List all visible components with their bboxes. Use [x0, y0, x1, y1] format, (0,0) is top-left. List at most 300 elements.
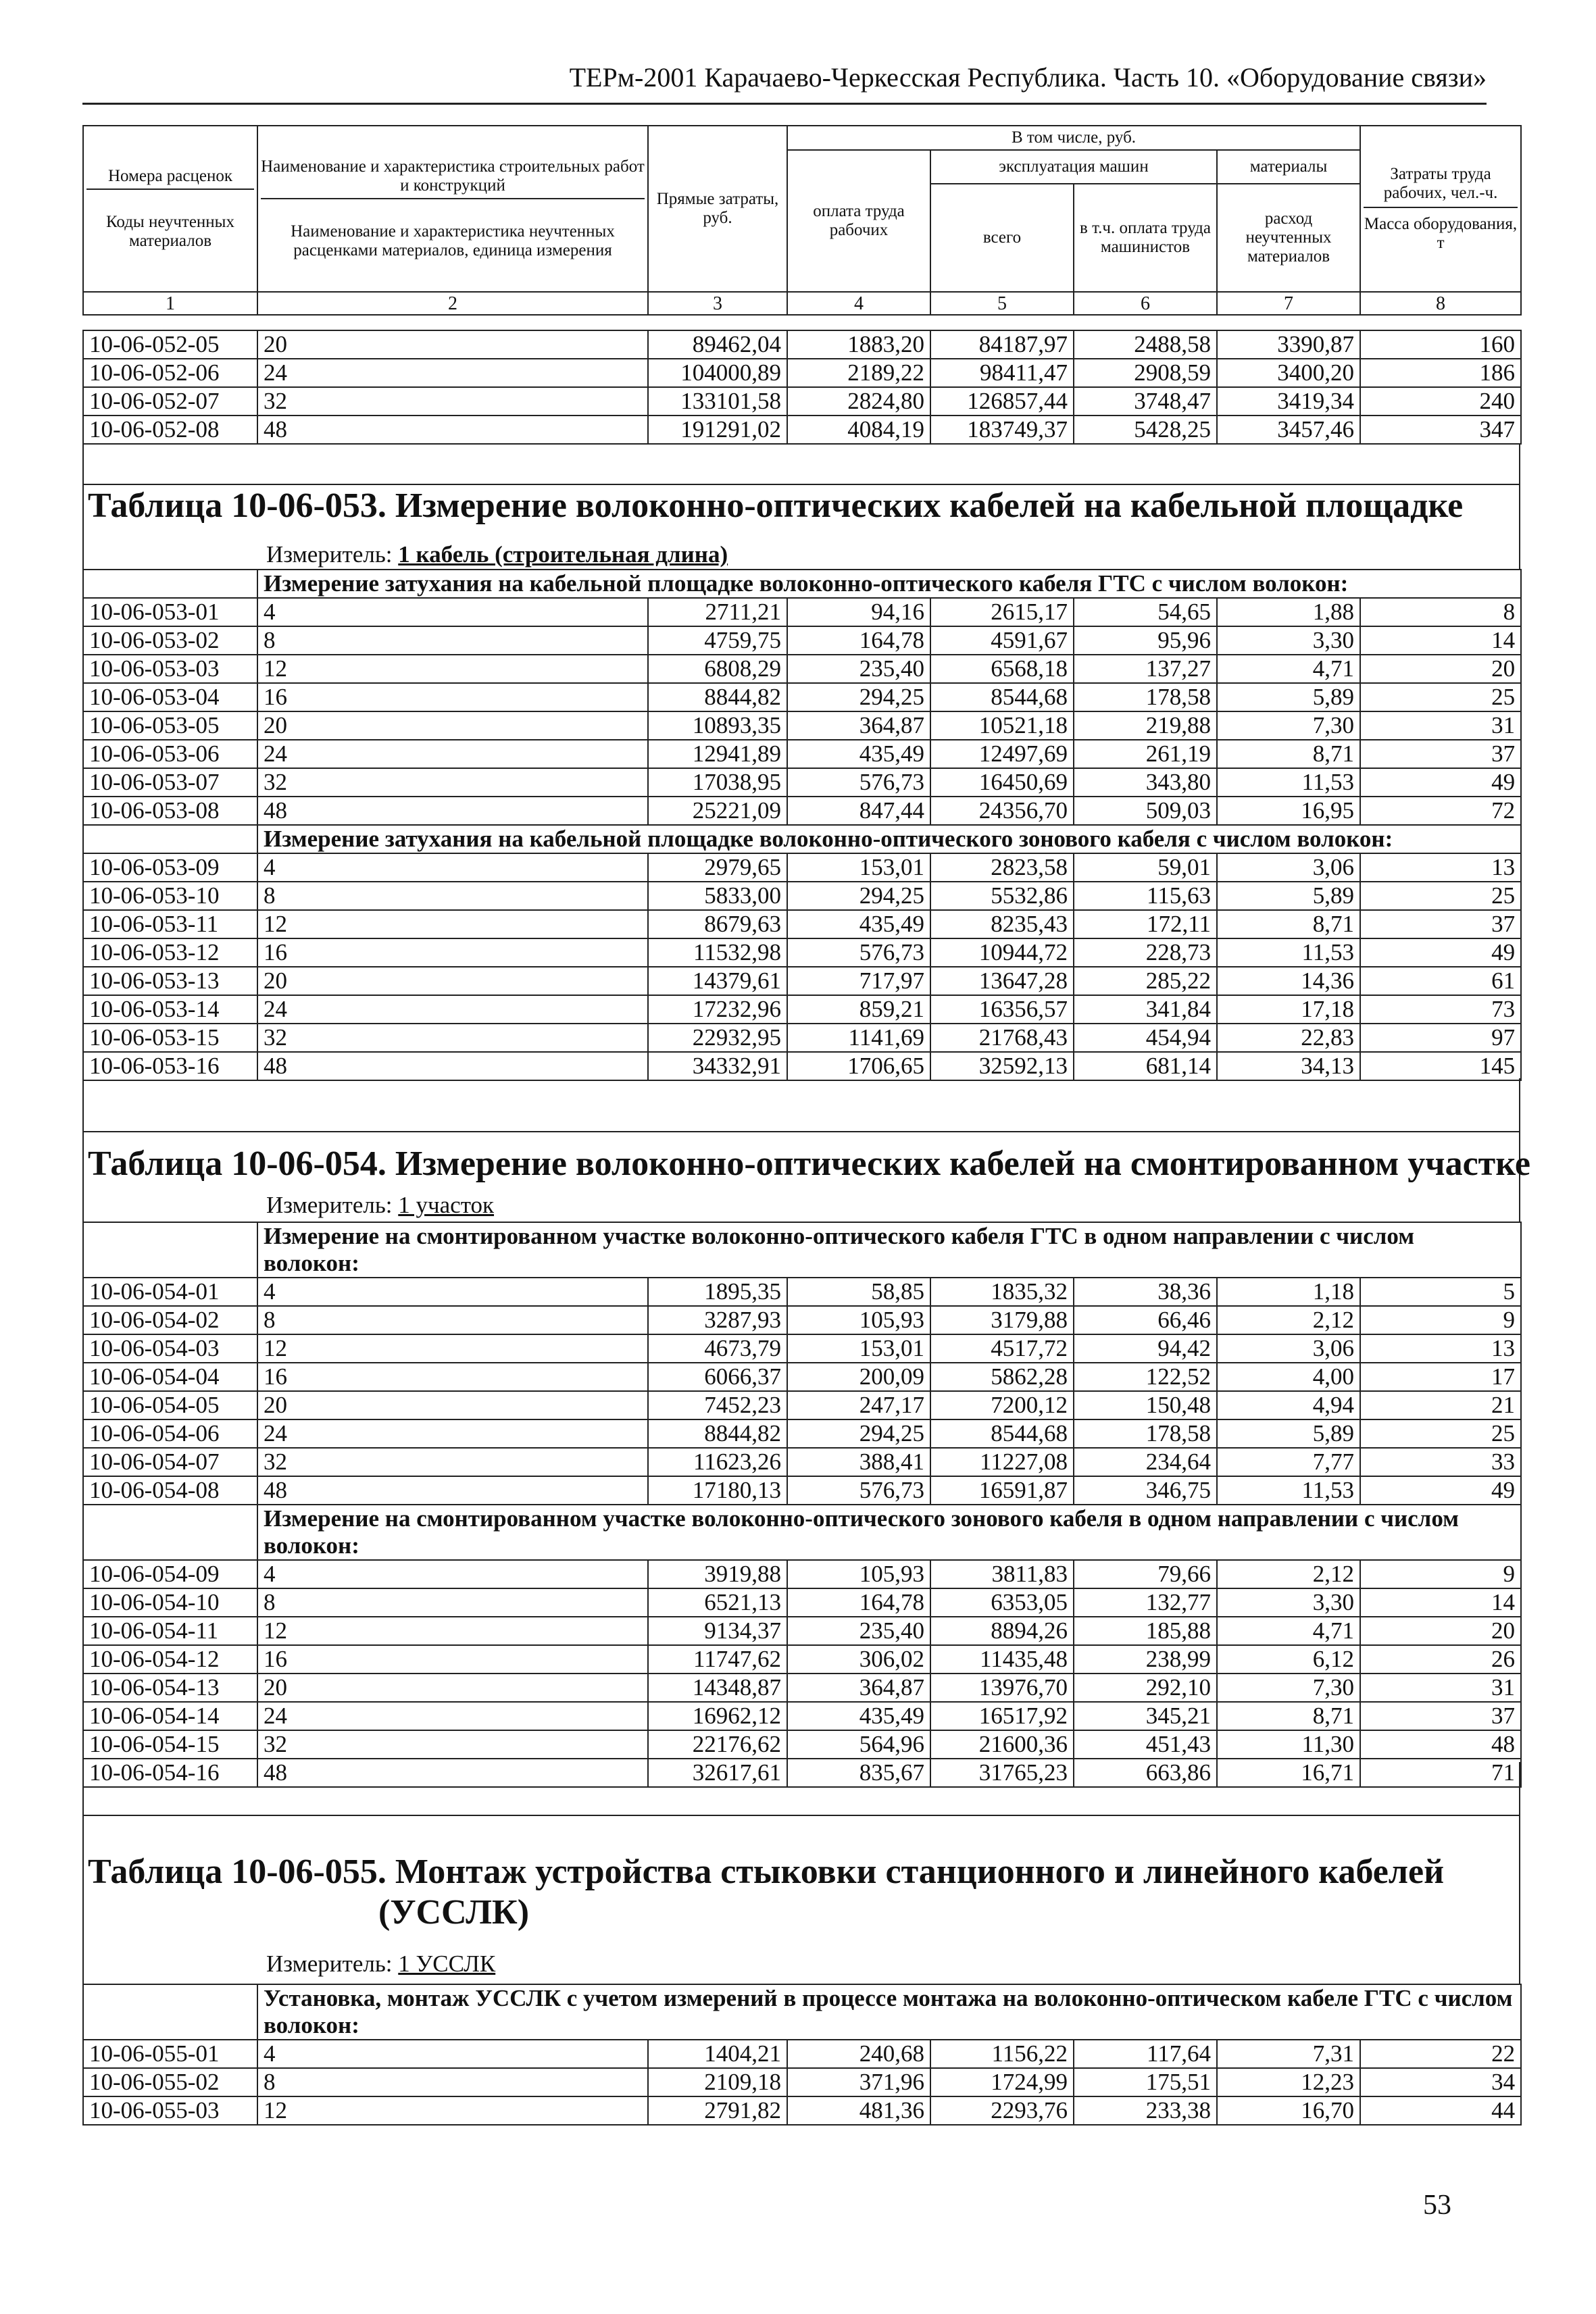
cell-fibers: 24: [257, 359, 648, 387]
cell-materials: 11,53: [1217, 768, 1360, 797]
cell-machines-total: 21768,43: [930, 1024, 1074, 1052]
cell-materials: 5,89: [1217, 882, 1360, 910]
cell-labor-pay: 1706,65: [787, 1052, 930, 1080]
cell-machines-total: 16517,92: [930, 1702, 1074, 1730]
cell-fibers: 12: [257, 1617, 648, 1645]
col-num-4: 4: [787, 292, 930, 315]
cell-labor-hours: 33: [1360, 1448, 1521, 1476]
machines-total-header: всего: [930, 184, 1074, 292]
cell-fibers: 48: [257, 797, 648, 825]
table-053-title: Таблица 10-06-053. Измерение волоконно-оптических кабелей на кабельной площадке: [88, 486, 1464, 525]
cell-materials: 7,30: [1217, 711, 1360, 740]
col-num-6: 6: [1074, 292, 1217, 315]
cell-labor-pay: 200,09: [787, 1363, 930, 1391]
cell-labor-pay: 1141,69: [787, 1024, 930, 1052]
labor-cost-header: Затраты труда рабочих, чел.-ч.: [1364, 165, 1518, 208]
cell-fibers: 8: [257, 882, 648, 910]
cell-fibers: 32: [257, 1448, 648, 1476]
cell-machines-total: 13647,28: [930, 967, 1074, 995]
cell-fibers: 32: [257, 387, 648, 416]
table-054-meter: [82, 1189, 1520, 1223]
cell-machinists-pay: 219,88: [1074, 711, 1217, 740]
codes-header: [83, 126, 257, 292]
cell-machinists-pay: 185,88: [1074, 1617, 1217, 1645]
running-header: [82, 61, 1487, 105]
cell-fibers: 4: [257, 853, 648, 882]
table-054-subheading-2: Измерение на смонтированном участке волоконно-оптического зонового кабеля в одном направлении с числом волокон:: [257, 1505, 1521, 1560]
table-row: [83, 1052, 1521, 1080]
cell-machinists-pay: 137,27: [1074, 655, 1217, 683]
cell-fibers: 20: [257, 711, 648, 740]
cell-fibers: 20: [257, 1674, 648, 1702]
cell-code: 10-06-054-05: [83, 1391, 257, 1419]
cell-materials: 2,12: [1217, 1306, 1360, 1334]
cell-machines-total: 24356,70: [930, 797, 1074, 825]
cell-code: 10-06-053-09: [83, 853, 257, 882]
cell-labor-pay: 435,49: [787, 740, 930, 768]
cell-materials: 3,06: [1217, 1334, 1360, 1363]
cell-fibers: 16: [257, 683, 648, 711]
cell-code: 10-06-054-15: [83, 1730, 257, 1759]
cell-labor-hours: 72: [1360, 797, 1521, 825]
cell-direct-costs: 11623,26: [648, 1448, 787, 1476]
cell-machines-total: 5862,28: [930, 1363, 1074, 1391]
table-055-subheading-1: Установка, монтаж УССЛК с учетом измерений в процессе монтажа на волоконно-оптическом кабеле ГТС с числом волокон:: [257, 1984, 1521, 2040]
table-row: [83, 995, 1521, 1024]
cell-code: 10-06-053-14: [83, 995, 257, 1024]
cell-direct-costs: 4759,75: [648, 626, 787, 655]
cell-fibers: 12: [257, 655, 648, 683]
cell-machinists-pay: 150,48: [1074, 1391, 1217, 1419]
cell-labor-hours: 49: [1360, 768, 1521, 797]
cell-fibers: 20: [257, 1391, 648, 1419]
cell-materials: 7,30: [1217, 1674, 1360, 1702]
cell-materials: 11,53: [1217, 938, 1360, 967]
cell-materials: 1,88: [1217, 598, 1360, 626]
table-row: [83, 655, 1521, 683]
cell-labor-pay: 94,16: [787, 598, 930, 626]
table-row: [83, 359, 1521, 387]
cell-labor-hours: 9: [1360, 1306, 1521, 1334]
cell-materials: 3,06: [1217, 853, 1360, 882]
cell-labor-hours: 21: [1360, 1391, 1521, 1419]
cell-code: 10-06-053-05: [83, 711, 257, 740]
cell-direct-costs: 34332,91: [648, 1052, 787, 1080]
cell-machinists-pay: 663,86: [1074, 1759, 1217, 1787]
cell-labor-hours: 14: [1360, 1588, 1521, 1617]
cell-machines-total: 21600,36: [930, 1730, 1074, 1759]
cell-labor-hours: 25: [1360, 683, 1521, 711]
cell-materials: 22,83: [1217, 1024, 1360, 1052]
cell-fibers: 4: [257, 598, 648, 626]
table-052-rows: [82, 330, 1522, 445]
table-054-title: Таблица 10-06-054. Измерение волоконно-оптических кабелей на смонтированном участке: [88, 1145, 1530, 1183]
cell-labor-pay: 153,01: [787, 853, 930, 882]
cell-code: 10-06-053-10: [83, 882, 257, 910]
cell-direct-costs: 9134,37: [648, 1617, 787, 1645]
cell-machinists-pay: 3748,47: [1074, 387, 1217, 416]
cell-fibers: 16: [257, 1363, 648, 1391]
cell-labor-hours: 26: [1360, 1645, 1521, 1674]
cell-machines-total: 6568,18: [930, 655, 1074, 683]
cell-labor-pay: 564,96: [787, 1730, 930, 1759]
table-row: [83, 2040, 1521, 2068]
cell-labor-hours: 347: [1360, 416, 1521, 444]
column-header-table: [82, 125, 1522, 316]
table-row: [83, 2068, 1521, 2096]
cell-materials: 3457,46: [1217, 416, 1360, 444]
cell-fibers: 8: [257, 1306, 648, 1334]
cell-code: 10-06-052-08: [83, 416, 257, 444]
table-row: [83, 1024, 1521, 1052]
labor-pay-header: оплата труда рабочих: [787, 150, 930, 292]
cell-labor-pay: 306,02: [787, 1645, 930, 1674]
meter-value: 1 УССЛК: [398, 1951, 496, 1977]
cell-machines-total: 4591,67: [930, 626, 1074, 655]
meter-value: 1 кабель (строительная длина): [398, 541, 728, 568]
table-053-subheading-1: Измерение затухания на кабельной площадке волоконно-оптического кабеля ГТС с числом волокон:: [257, 570, 1521, 598]
table-row: [83, 1560, 1521, 1588]
cell-machines-total: 11227,08: [930, 1448, 1074, 1476]
cell-direct-costs: 16962,12: [648, 1702, 787, 1730]
cell-code: 10-06-055-02: [83, 2068, 257, 2096]
cell-direct-costs: 6521,13: [648, 1588, 787, 1617]
cell-machines-total: 183749,37: [930, 416, 1074, 444]
cell-machines-total: 84187,97: [930, 330, 1074, 359]
table-row: [83, 330, 1521, 359]
page-number: 53: [1423, 2190, 1451, 2221]
cell-labor-hours: 25: [1360, 1419, 1521, 1448]
cell-direct-costs: 12941,89: [648, 740, 787, 768]
cell-machines-total: 5532,86: [930, 882, 1074, 910]
meter-value: 1 участок: [398, 1192, 495, 1218]
cell-materials: 7,31: [1217, 2040, 1360, 2068]
cell-code: 10-06-054-16: [83, 1759, 257, 1787]
cell-labor-hours: 22: [1360, 2040, 1521, 2068]
cell-code: 10-06-052-07: [83, 387, 257, 416]
cell-materials: 16,95: [1217, 797, 1360, 825]
cell-code: 10-06-054-04: [83, 1363, 257, 1391]
cell-machines-total: 16356,57: [930, 995, 1074, 1024]
incl-header: В том числе, руб.: [787, 126, 1360, 150]
cell-direct-costs: 6808,29: [648, 655, 787, 683]
cell-labor-hours: 13: [1360, 853, 1521, 882]
cell-labor-hours: 25: [1360, 882, 1521, 910]
cell-machines-total: 32592,13: [930, 1052, 1074, 1080]
table-row: [83, 1645, 1521, 1674]
cell-direct-costs: 5833,00: [648, 882, 787, 910]
cell-machines-total: 1835,32: [930, 1278, 1074, 1306]
table-row: [83, 711, 1521, 740]
cell-direct-costs: 3919,88: [648, 1560, 787, 1588]
cell-materials: 14,36: [1217, 967, 1360, 995]
cell-machines-total: 6353,05: [930, 1588, 1074, 1617]
cell-labor-pay: 859,21: [787, 995, 930, 1024]
table-row: [83, 1476, 1521, 1505]
cell-code: 10-06-053-12: [83, 938, 257, 967]
cell-labor-pay: 371,96: [787, 2068, 930, 2096]
cell-labor-hours: 31: [1360, 1674, 1521, 1702]
cell-fibers: 8: [257, 1588, 648, 1617]
cell-machinists-pay: 234,64: [1074, 1448, 1217, 1476]
cell-direct-costs: 10893,35: [648, 711, 787, 740]
cell-direct-costs: 89462,04: [648, 330, 787, 359]
mass-header: Масса оборудования, т: [1364, 215, 1518, 252]
table-row: [83, 1334, 1521, 1363]
cell-machinists-pay: 5428,25: [1074, 416, 1217, 444]
table-row: [83, 1702, 1521, 1730]
cell-machines-total: 2615,17: [930, 598, 1074, 626]
cell-machinists-pay: 261,19: [1074, 740, 1217, 768]
running-title: ТЕРм-2001 Карачаево-Черкесская Республика. Часть 10. «Оборудование связи»: [569, 62, 1487, 93]
cell-code: 10-06-053-08: [83, 797, 257, 825]
cell-labor-pay: 294,25: [787, 882, 930, 910]
col-num-3: 3: [648, 292, 787, 315]
cell-materials: 5,89: [1217, 1419, 1360, 1448]
name-header-bottom: Наименование и характеристика неучтенных расценками материалов, единица измерения: [291, 222, 615, 259]
cell-fibers: 48: [257, 1476, 648, 1505]
cell-machines-total: 16450,69: [930, 768, 1074, 797]
cell-labor-pay: 388,41: [787, 1448, 930, 1476]
cell-machinists-pay: 345,21: [1074, 1702, 1217, 1730]
cell-machinists-pay: 132,77: [1074, 1588, 1217, 1617]
table-row: [83, 1588, 1521, 1617]
cell-code: 10-06-053-11: [83, 910, 257, 938]
machinists-header: в т.ч. оплата труда машинистов: [1074, 184, 1217, 292]
table-row: [83, 768, 1521, 797]
cell-fibers: 48: [257, 1759, 648, 1787]
name-header-top: Наименование и характеристика строительных работ и конструкций: [261, 157, 645, 199]
cell-code: 10-06-053-02: [83, 626, 257, 655]
cell-labor-hours: 97: [1360, 1024, 1521, 1052]
cell-machines-total: 10944,72: [930, 938, 1074, 967]
cell-labor-hours: 48: [1360, 1730, 1521, 1759]
cell-labor-hours: 5: [1360, 1278, 1521, 1306]
cell-machinists-pay: 341,84: [1074, 995, 1217, 1024]
materials-unacc-header: расход неучтенных материалов: [1217, 184, 1360, 292]
table-row: [83, 797, 1521, 825]
table-row: [83, 853, 1521, 882]
table-row: [83, 416, 1521, 444]
name-header: [257, 126, 648, 292]
cell-machinists-pay: 59,01: [1074, 853, 1217, 882]
cell-machinists-pay: 343,80: [1074, 768, 1217, 797]
cell-materials: 4,00: [1217, 1363, 1360, 1391]
table-row: [83, 882, 1521, 910]
cell-labor-hours: 14: [1360, 626, 1521, 655]
cell-direct-costs: 14379,61: [648, 967, 787, 995]
table-055-title-line2: (УССЛК): [378, 1893, 530, 1932]
cell-machinists-pay: 228,73: [1074, 938, 1217, 967]
cell-labor-hours: 20: [1360, 1617, 1521, 1645]
cell-direct-costs: 8844,82: [648, 683, 787, 711]
cell-machinists-pay: 95,96: [1074, 626, 1217, 655]
cell-code: 10-06-053-04: [83, 683, 257, 711]
cell-direct-costs: 22176,62: [648, 1730, 787, 1759]
cell-machinists-pay: 115,63: [1074, 882, 1217, 910]
cell-fibers: 24: [257, 1702, 648, 1730]
machines-header: эксплуатация машин: [930, 150, 1217, 184]
cell-direct-costs: 22932,95: [648, 1024, 787, 1052]
cell-labor-pay: 847,44: [787, 797, 930, 825]
cell-labor-hours: 20: [1360, 655, 1521, 683]
cell-direct-costs: 1404,21: [648, 2040, 787, 2068]
cell-machines-total: 3179,88: [930, 1306, 1074, 1334]
cell-direct-costs: 191291,02: [648, 416, 787, 444]
cell-machinists-pay: 2488,58: [1074, 330, 1217, 359]
cell-direct-costs: 133101,58: [648, 387, 787, 416]
cell-machines-total: 2293,76: [930, 2096, 1074, 2125]
table-row: [83, 938, 1521, 967]
cell-direct-costs: 25221,09: [648, 797, 787, 825]
cell-materials: 12,23: [1217, 2068, 1360, 2096]
cell-labor-hours: 17: [1360, 1363, 1521, 1391]
cell-materials: 8,71: [1217, 910, 1360, 938]
cell-direct-costs: 17232,96: [648, 995, 787, 1024]
cell-labor-pay: 294,25: [787, 1419, 930, 1448]
cell-direct-costs: 14348,87: [648, 1674, 787, 1702]
cell-code: 10-06-053-16: [83, 1052, 257, 1080]
cell-materials: 8,71: [1217, 1702, 1360, 1730]
table-row: [83, 598, 1521, 626]
cell-materials: 1,18: [1217, 1278, 1360, 1306]
cell-code: 10-06-052-05: [83, 330, 257, 359]
cell-code: 10-06-053-07: [83, 768, 257, 797]
cell-machinists-pay: 451,43: [1074, 1730, 1217, 1759]
table-row: [83, 683, 1521, 711]
cell-labor-hours: 73: [1360, 995, 1521, 1024]
cell-code: 10-06-054-09: [83, 1560, 257, 1588]
table-053-spacer: [82, 1078, 1520, 1132]
table-053: [82, 569, 1522, 1081]
cell-labor-pay: 576,73: [787, 938, 930, 967]
cell-machinists-pay: 178,58: [1074, 683, 1217, 711]
cell-labor-hours: 186: [1360, 359, 1521, 387]
cell-labor-pay: 240,68: [787, 2040, 930, 2068]
table-row: [83, 1448, 1521, 1476]
cell-labor-pay: 4084,19: [787, 416, 930, 444]
cell-labor-pay: 235,40: [787, 1617, 930, 1645]
cell-labor-hours: 31: [1360, 711, 1521, 740]
col-num-8: 8: [1360, 292, 1521, 315]
cell-direct-costs: 104000,89: [648, 359, 787, 387]
cell-labor-pay: 235,40: [787, 655, 930, 683]
cell-code: 10-06-054-13: [83, 1674, 257, 1702]
table-054: [82, 1222, 1522, 1788]
table-row: [83, 1363, 1521, 1391]
cell-fibers: 4: [257, 1560, 648, 1588]
cell-machines-total: 13976,70: [930, 1674, 1074, 1702]
cell-labor-hours: 49: [1360, 1476, 1521, 1505]
cell-labor-pay: 435,49: [787, 910, 930, 938]
table-row: [83, 967, 1521, 995]
cell-machines-total: 1724,99: [930, 2068, 1074, 2096]
table-052-spacer: [82, 443, 1520, 485]
cell-materials: 4,71: [1217, 655, 1360, 683]
cell-labor-pay: 2824,80: [787, 387, 930, 416]
cell-labor-pay: 105,93: [787, 1306, 930, 1334]
col-num-5: 5: [930, 292, 1074, 315]
cell-labor-hours: 61: [1360, 967, 1521, 995]
cell-labor-hours: 240: [1360, 387, 1521, 416]
cell-labor-hours: 9: [1360, 1560, 1521, 1588]
cell-direct-costs: 3287,93: [648, 1306, 787, 1334]
cell-materials: 3400,20: [1217, 359, 1360, 387]
cell-labor-pay: 364,87: [787, 711, 930, 740]
cell-materials: 4,94: [1217, 1391, 1360, 1419]
cell-code: 10-06-054-08: [83, 1476, 257, 1505]
cell-direct-costs: 17180,13: [648, 1476, 787, 1505]
cell-labor-pay: 153,01: [787, 1334, 930, 1363]
table-054-spacer: [82, 1762, 1520, 1816]
cell-machines-total: 7200,12: [930, 1391, 1074, 1419]
table-row: [83, 910, 1521, 938]
cell-code: 10-06-053-03: [83, 655, 257, 683]
cell-materials: 16,71: [1217, 1759, 1360, 1787]
cell-materials: 3390,87: [1217, 330, 1360, 359]
cell-direct-costs: 11747,62: [648, 1645, 787, 1674]
materials-header: материалы: [1217, 150, 1360, 184]
cell-labor-pay: 58,85: [787, 1278, 930, 1306]
cell-machinists-pay: 509,03: [1074, 797, 1217, 825]
cell-machines-total: 8544,68: [930, 683, 1074, 711]
cell-direct-costs: 8679,63: [648, 910, 787, 938]
cell-machines-total: 31765,23: [930, 1759, 1074, 1787]
cell-materials: 16,70: [1217, 2096, 1360, 2125]
cell-direct-costs: 8844,82: [648, 1419, 787, 1448]
cell-machines-total: 2823,58: [930, 853, 1074, 882]
cell-labor-hours: 44: [1360, 2096, 1521, 2125]
cell-direct-costs: 32617,61: [648, 1759, 787, 1787]
cell-fibers: 8: [257, 626, 648, 655]
cell-materials: 3,30: [1217, 626, 1360, 655]
cell-fibers: 12: [257, 1334, 648, 1363]
cell-fibers: 12: [257, 2096, 648, 2125]
cell-direct-costs: 17038,95: [648, 768, 787, 797]
cell-labor-pay: 2189,22: [787, 359, 930, 387]
cell-code: 10-06-054-03: [83, 1334, 257, 1363]
cell-code: 10-06-055-03: [83, 2096, 257, 2125]
table-row: [83, 1391, 1521, 1419]
table-055: [82, 1984, 1522, 2126]
table-row: [83, 387, 1521, 416]
codes-header-top: Номера расценок: [86, 167, 254, 190]
cell-fibers: 24: [257, 740, 648, 768]
direct-costs-header: Прямые затраты, руб.: [648, 126, 787, 292]
cell-code: 10-06-053-01: [83, 598, 257, 626]
cell-machinists-pay: 681,14: [1074, 1052, 1217, 1080]
table-053-subheading-2: Измерение затухания на кабельной площадке волоконно-оптического зонового кабеля с числом волокон:: [257, 825, 1521, 853]
cell-labor-pay: 717,97: [787, 967, 930, 995]
cell-machinists-pay: 175,51: [1074, 2068, 1217, 2096]
cell-machines-total: 126857,44: [930, 387, 1074, 416]
cell-machinists-pay: 117,64: [1074, 2040, 1217, 2068]
cell-labor-hours: 145: [1360, 1052, 1521, 1080]
cell-labor-hours: 160: [1360, 330, 1521, 359]
cell-fibers: 4: [257, 2040, 648, 2068]
cell-machines-total: 12497,69: [930, 740, 1074, 768]
table-row: [83, 1730, 1521, 1759]
cell-materials: 4,71: [1217, 1617, 1360, 1645]
cell-machines-total: 3811,83: [930, 1560, 1074, 1588]
cell-direct-costs: 2979,65: [648, 853, 787, 882]
cell-direct-costs: 6066,37: [648, 1363, 787, 1391]
cell-code: 10-06-054-01: [83, 1278, 257, 1306]
cell-materials: 7,77: [1217, 1448, 1360, 1476]
cell-code: 10-06-054-14: [83, 1702, 257, 1730]
cell-materials: 6,12: [1217, 1645, 1360, 1674]
cell-code: 10-06-054-10: [83, 1588, 257, 1617]
